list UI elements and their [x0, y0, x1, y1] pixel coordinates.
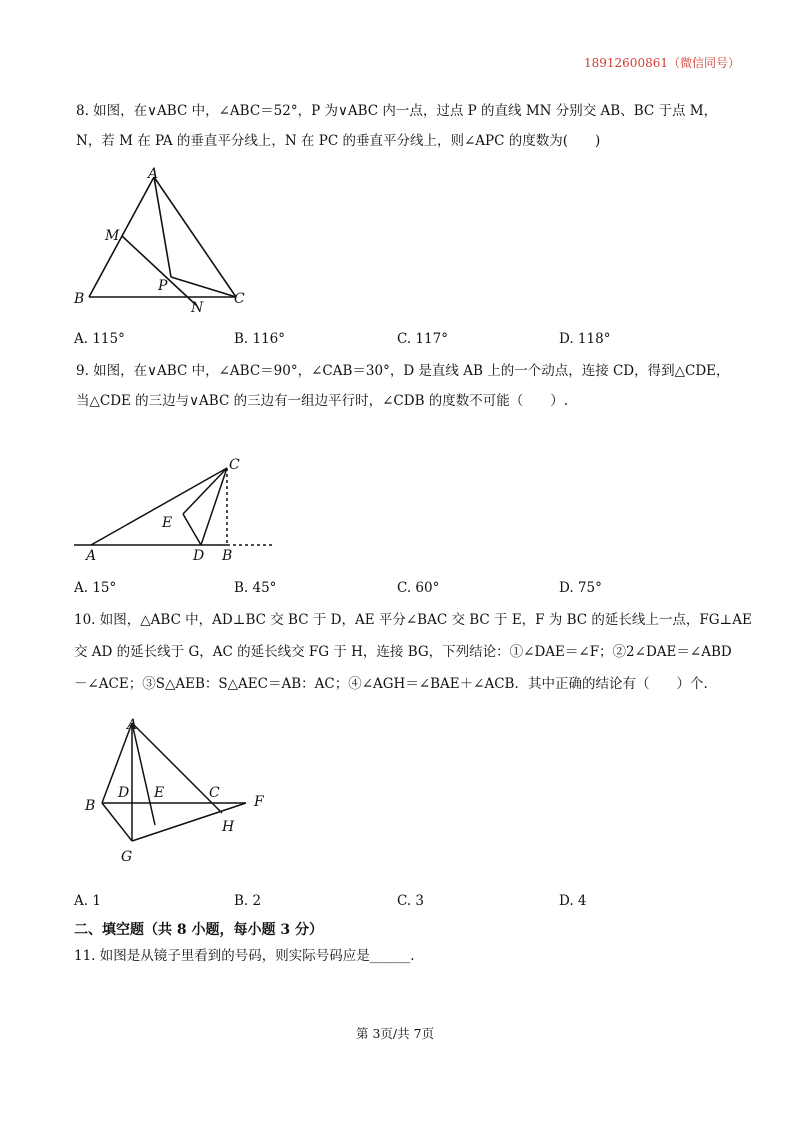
q8-option-d: D. 118°: [559, 331, 611, 347]
q9-side-AC: [91, 468, 227, 545]
q8-label-P: P: [158, 278, 168, 294]
q8-label-B: B: [74, 291, 85, 307]
q10-option-a: A. 1: [74, 893, 101, 909]
q10-option-d: D. 4: [559, 893, 587, 909]
page-footer: 第 3页/共 7页: [356, 1026, 435, 1041]
q8-text-line1: 8. 如图，在∨ABC 中，∠ABC＝52°，P 为∨ABC 内一点，过点 P 的直线 MN 分别交 AB、BC 于点 M，: [76, 103, 718, 119]
q9-text-line1: 9. 如图，在∨ABC 中，∠ABC＝90°，∠CAB＝30°，D 是直线 AB 上的一个动点，连接 CD，得到△CDE，: [76, 363, 730, 379]
q10-text-line1: 10. 如图，△ABC 中，AD⊥BC 交 BC 于 D，AE 平分∠BAC 交 BC 于 E，F 为 BC 的延长线上一点，FG⊥AE: [74, 612, 752, 628]
q10-label-C: C: [209, 785, 220, 801]
q9-label-E: E: [162, 515, 173, 531]
q9-option-c: C. 60°: [397, 580, 440, 596]
q10-label-F: F: [254, 794, 264, 810]
q10-label-B: B: [85, 798, 96, 814]
q8-option-c: C. 117°: [397, 331, 448, 347]
q9-label-C: C: [229, 457, 240, 473]
q9-text-line2: 当△CDE 的三边与∨ABC 的三边有一组边平行时，∠CDB 的度数不可能（ ）.: [76, 393, 569, 409]
q8-text-line2: N，若 M 在 PA 的垂直平分线上，N 在 PC 的垂直平分线上，则∠APC 的度数为( ): [76, 133, 601, 149]
q10-label-D: D: [118, 785, 130, 801]
header-contact: 18912600861（微信同号）: [584, 56, 740, 70]
q10-line-AE: [132, 723, 155, 825]
q9-label-D: D: [193, 548, 205, 564]
q8-label-A: A: [148, 166, 159, 182]
q10-text-line3: －∠ACE；③S△AEB：S△AEC＝AB：AC；④∠AGH＝∠BAE＋∠ACB．其中正确的结论有（ ）个.: [74, 676, 708, 692]
q9-option-d: D. 75°: [559, 580, 602, 596]
q8-line-MN: [122, 236, 196, 305]
q10-label-H: H: [222, 819, 235, 835]
q8-option-a: A. 115°: [74, 331, 125, 347]
q10-text-line2: 交 AD 的延长线于 G，AC 的延长线交 FG 于 H，连接 BG，下列结论：①∠DAE＝∠F；②2∠DAE＝∠ABD: [74, 644, 732, 660]
q10-label-E: E: [154, 785, 165, 801]
q10-figure: [70, 712, 280, 872]
q9-label-A: A: [86, 548, 97, 564]
section-title-fill-in: 二、填空题（共 8 小题，每小题 3 分）: [74, 922, 323, 938]
q9-option-b: B. 45°: [234, 580, 277, 596]
q8-segment-PC: [171, 277, 236, 297]
q8-option-b: B. 116°: [234, 331, 286, 347]
q10-option-b: B. 2: [234, 893, 262, 909]
q9-segment-CD: [201, 468, 227, 545]
q8-label-N: N: [191, 300, 204, 316]
q9-option-a: A. 15°: [74, 580, 117, 596]
q9-segment-DE: [183, 514, 201, 545]
q9-label-B: B: [222, 548, 233, 564]
q10-option-c: C. 3: [397, 893, 425, 909]
q10-label-G: G: [121, 849, 133, 865]
q8-label-M: M: [105, 228, 120, 244]
q8-side-AB: [89, 177, 154, 297]
q11-text: 11. 如图是从镜子里看到的号码，则实际号码应是______.: [74, 948, 415, 964]
q10-label-A: A: [127, 717, 138, 733]
q8-label-C: C: [234, 291, 245, 307]
q9-segment-CE: [183, 468, 227, 514]
q8-segment-AP: [154, 177, 171, 277]
q10-segment-BG: [102, 803, 132, 841]
q9-figure: [60, 450, 285, 565]
q8-figure: [60, 160, 270, 320]
